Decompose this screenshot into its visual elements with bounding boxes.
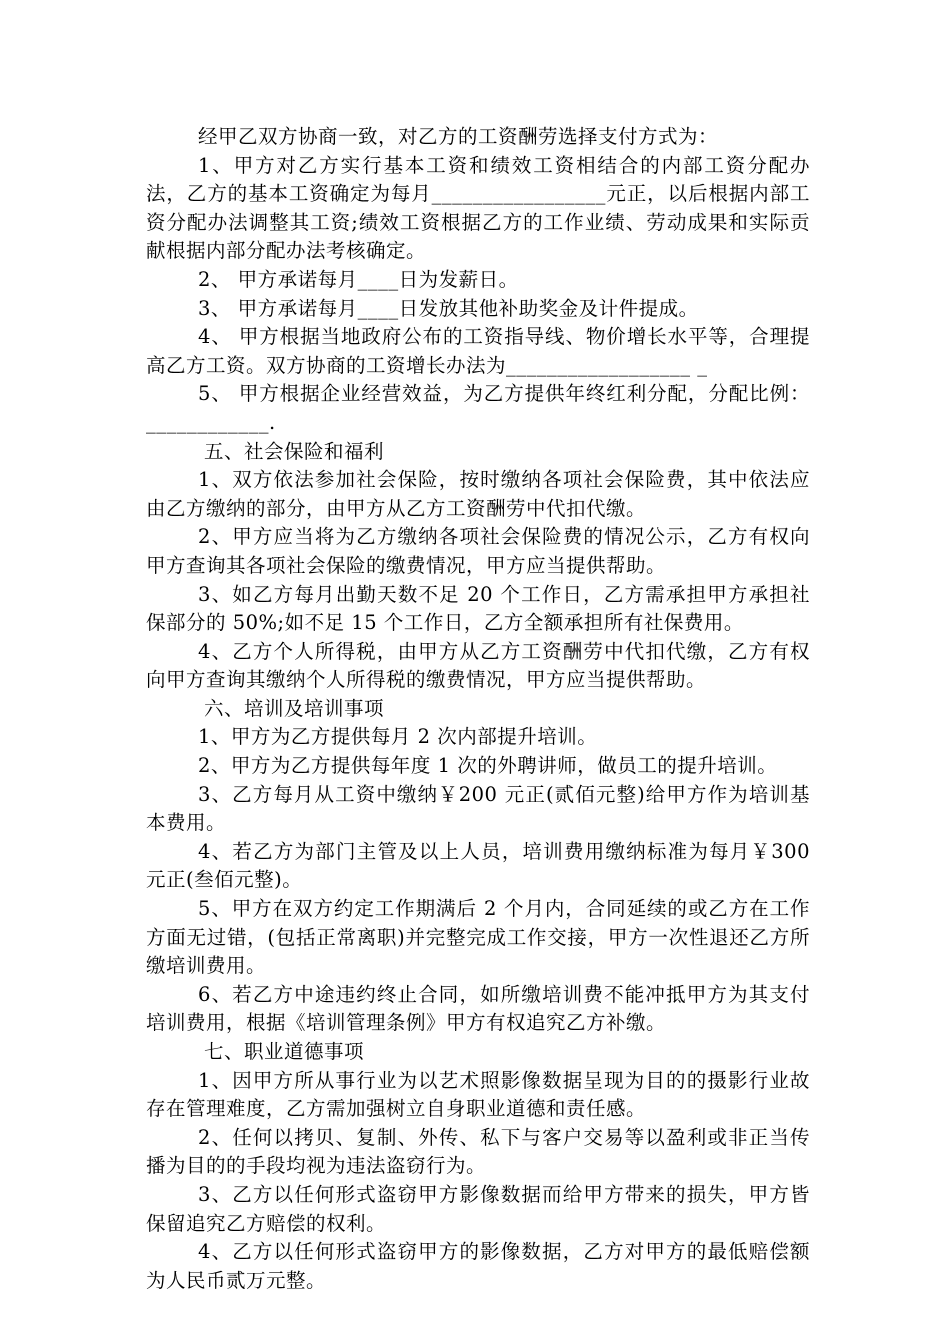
paragraph: 1、甲方为乙方提供每月 2 次内部提升培训。 <box>198 725 598 749</box>
paragraph: 2、任何以拷贝、复制、外传、私下与客户交易等以盈利或非正当传播为目的的手段均视为违法盗窃行为。 <box>146 1125 810 1178</box>
document-body <box>146 123 810 1295</box>
paragraph: 2、 甲方承诺每月____日为发薪日。 <box>198 267 519 291</box>
paragraph: 1、双方依法参加社会保险，按时缴纳各项社会保险费，其中依法应由乙方缴纳的部分，由甲方从乙方工资酬劳中代扣代缴。 <box>146 468 810 520</box>
paragraph: 5、 甲方根据企业经营效益，为乙方提供年终红利分配，分配比例：____________. <box>146 382 810 434</box>
paragraph: 3、如乙方每月出勤天数不足 20 个工作日，乙方需承担甲方承担社保部分的 50%;如不足 15 个工作日，乙方全额承担所有社保费用。 <box>146 582 810 635</box>
paragraph: 4、乙方以任何形式盗窃甲方的影像数据，乙方对甲方的最低赔偿额为人民币贰万元整。 <box>146 1240 810 1292</box>
paragraph: 经甲乙双方协商一致，对乙方的工资酬劳选择支付方式为： <box>198 125 719 148</box>
section-heading: 六、培训及培训事项 <box>204 696 385 720</box>
paragraph: 1、因甲方所从事行业为以艺术照影像数据呈现为目的的摄影行业故存在管理难度，乙方需加强树立自身职业道德和责任感。 <box>146 1068 810 1121</box>
paragraph: 4、 甲方根据当地政府公布的工资指导线、物价增长水平等，合理提高乙方工资。双方协商的工资增长办法为__________________ _ <box>146 325 810 377</box>
paragraph: 3、乙方每月从工资中缴纳￥200 元正(贰佰元整)给甲方作为培训基本费用。 <box>146 782 810 835</box>
paragraph: 5、甲方在双方约定工作期满后 2 个月内，合同延续的或乙方在工作方面无过错，(包括正常离职)并完整完成工作交接，甲方一次性退还乙方所缴培训费用。 <box>146 897 810 978</box>
paragraph: 4、乙方个人所得税，由甲方从乙方工资酬劳中代扣代缴，乙方有权向甲方查询其缴纳个人所得税的缴费情况，甲方应当提供帮助。 <box>146 639 810 692</box>
paragraph: 1、甲方对乙方实行基本工资和绩效工资相结合的内部工资分配办法，乙方的基本工资确定为每月_________________元正，以后根据内部工资分配办法调整其工资;绩效工资根据乙方的工作业绩、劳动成果和实际贡献根据内部分配办法考核确定。 <box>146 153 810 263</box>
section-heading: 五、社会保险和福利 <box>204 439 385 463</box>
paragraph: 3、 甲方承诺每月____日发放其他补助奖金及计件提成。 <box>198 296 699 320</box>
paragraph: 2、甲方应当将为乙方缴纳各项社会保险费的情况公示，乙方有权向甲方查询其各项社会保险的缴费情况，甲方应当提供帮助。 <box>146 525 810 577</box>
paragraph: 6、若乙方中途违约终止合同，如所缴培训费不能冲抵甲方为其支付培训费用，根据《培训管理条例》甲方有权追究乙方补缴。 <box>146 982 810 1035</box>
paragraph: 3、乙方以任何形式盗窃甲方影像数据而给甲方带来的损失，甲方皆保留追究乙方赔偿的权利。 <box>146 1182 810 1235</box>
paragraph: 2、甲方为乙方提供每年度 1 次的外聘讲师，做员工的提升培训。 <box>198 754 778 778</box>
paragraph: 4、若乙方为部门主管及以上人员，培训费用缴纳标准为每月￥300 元正(叁佰元整)。 <box>146 839 810 892</box>
section-heading: 七、职业道德事项 <box>204 1040 365 1063</box>
